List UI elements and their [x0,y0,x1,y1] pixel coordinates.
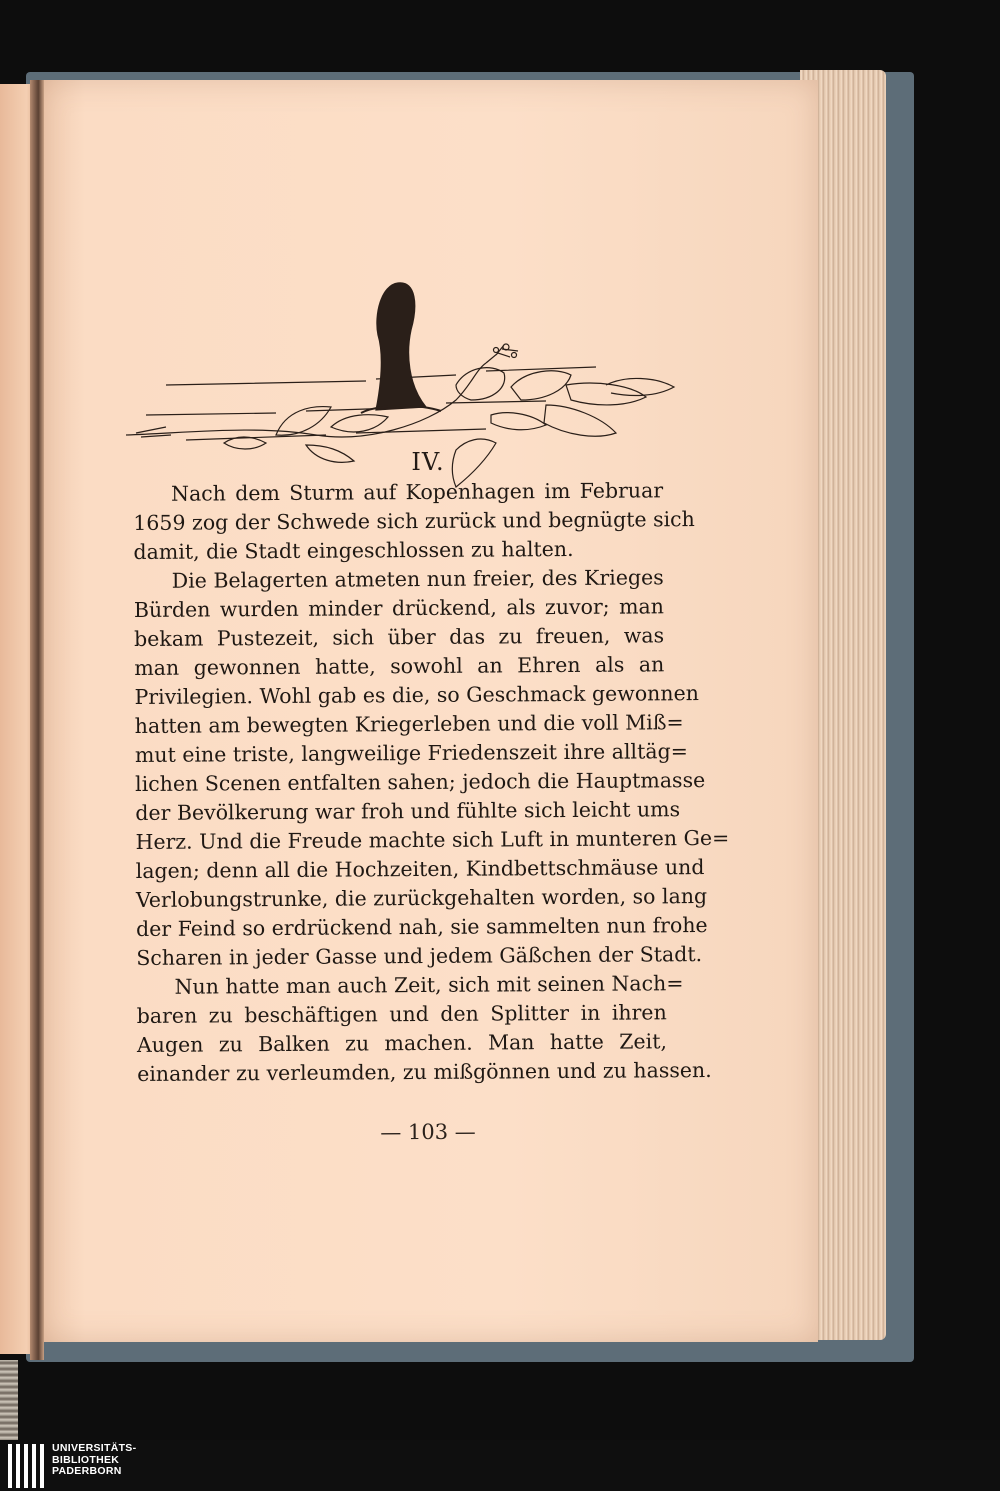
text-line: mut eine triste, langweilige Friedenszeit ihre alltäg= [134,739,688,767]
text-line: der Bevölkerung war froh und fühlte sich leicht ums [135,797,681,825]
text-line: baren zu beschäftigen und den Splitter in ihren [136,1000,667,1028]
text-line: Augen zu Balken zu machen. Man hatte Zeit, [136,1029,668,1057]
text-line: Verlobungstrunke, die zurückgehalten worden, so lang [135,884,708,912]
library-name [52,1443,136,1478]
text-line: Bürden wurden minder drückend, als zuvor; man [133,594,664,622]
text-line: 1659 zog der Schwede sich zurück und begnügte sich [133,507,695,535]
book-page [38,80,818,1342]
text-line: lichen Scenen entfalten sahen; jedoch die Hauptmasse [135,768,706,796]
text-line: einander zu verleumden, zu mißgönnen und zu hassen. [137,1057,712,1086]
text-line: bekam Pustezeit, sich über das zu freuen, was [134,623,665,651]
chapter-heading: IV. [411,448,445,476]
text-line: Scharen in jeder Gasse und jedem Gäßchen der Stadt. [136,942,703,970]
paragraph-1 [133,476,695,567]
paragraph-2 [133,563,730,973]
text-line: lagen; denn all die Hochzeiten, Kindbettschmäuse und [135,855,705,883]
library-footer [0,1440,1000,1491]
library-name-line: BIBLIOTHEK [52,1453,120,1466]
text-line: Nach dem Sturm auf Kopenhagen im Februar [171,478,664,506]
text-line: man gewonnen hatte, sowohl an Ehren als an [134,652,665,680]
library-logo-icon [8,1444,46,1488]
library-name-line: UNIVERSITÄTS- [52,1442,137,1454]
page-number: — 103 — [380,1119,476,1145]
book-gutter [30,80,44,1360]
text-line: Herz. Und die Freude machte sich Luft in munteren Ge= [135,825,730,854]
body-text [133,476,730,1089]
text-line: hatten am bewegten Kriegerleben und die voll Miß= [134,710,684,738]
library-name-line: PADERBORN [52,1465,122,1477]
text-line: Die Belagerten atmeten nun freier, des Krieges [171,565,664,593]
paragraph-3 [136,969,712,1089]
text-line: Privilegien. Wohl gab es die, so Geschmack gewonnen [134,681,699,709]
text-line: der Feind so erdrückend nah, sie sammelten nun frohe [136,912,708,941]
bookmark-ribbon [0,1360,18,1440]
text-line: damit, die Stadt eingeschlossen zu halten. [133,536,574,564]
text-line: Nun hatte man auch Zeit, sich mit seinen Nach= [174,971,684,999]
